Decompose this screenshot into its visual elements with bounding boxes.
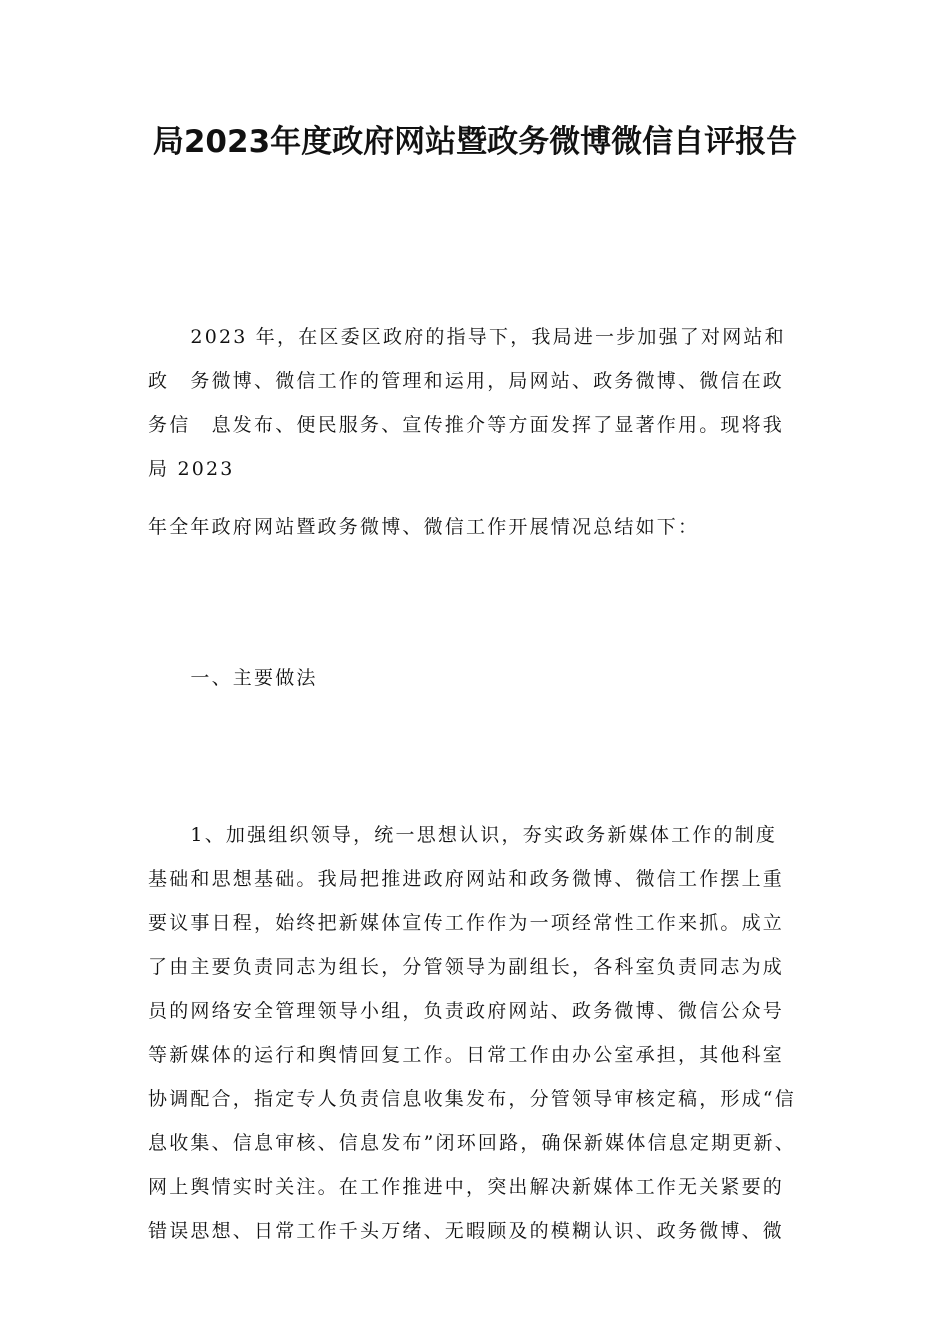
paragraph-line: 协调配合，指定专人负责信息收集发布，分管领导审核定稿，形成“信	[148, 1088, 796, 1110]
paragraph-line: 错误思想、日常工作千头万绪、无暇顾及的模糊认识、政务微博、微	[148, 1220, 785, 1242]
paragraph-line: 1、加强组织领导，统一思想认识，夯实政务新媒体工作的制度	[148, 824, 778, 846]
paragraph-line: 等新媒体的运行和舆情回复工作。日常工作由办公室承担，其他科室	[148, 1044, 785, 1066]
paragraph-line: 息收集、信息审核、信息发布”闭环回路，确保新媒体信息定期更新、	[148, 1132, 796, 1154]
paragraph-line: 基础和思想基础。我局把推进政府网站和政务微博、微信工作摆上重	[148, 868, 785, 890]
intro-line: 务信 息发布、便民服务、宣传推介等方面发挥了显著作用。现将我	[148, 414, 785, 436]
paragraph-line: 了由主要负责同志为组长，分管领导为副组长，各科室负责同志为成	[148, 956, 785, 978]
intro-line: 年全年政府网站暨政务微博、微信工作开展情况总结如下：	[148, 516, 700, 538]
paragraph-line: 网上舆情实时关注。在工作推进中，突出解决新媒体工作无关紧要的	[148, 1176, 785, 1198]
paragraph-line: 要议事日程，始终把新媒体宣传工作作为一项经常性工作来抓。成立	[148, 912, 785, 934]
intro-line: 2023 年，在区委区政府的指导下，我局进一步加强了对网站和	[148, 326, 786, 348]
paragraph-line: 员的网络安全管理领导小组，负责政府网站、政务微博、微信公众号	[148, 1000, 785, 1022]
document-title: 局2023年度政府网站暨政务微博微信自评报告	[152, 124, 798, 160]
section-heading: 一、主要做法	[148, 667, 318, 689]
intro-line: 局 2023	[148, 458, 235, 480]
intro-line: 政 务微博、微信工作的管理和运用，局网站、政务微博、微信在政	[148, 370, 785, 392]
